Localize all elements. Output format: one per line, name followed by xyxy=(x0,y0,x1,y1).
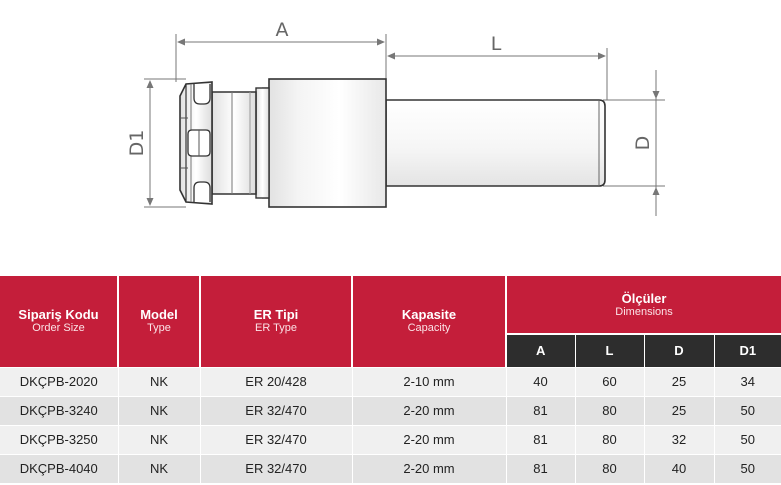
cell-d: 40 xyxy=(644,454,714,483)
dim-l-label: L xyxy=(490,33,502,55)
cell-a: 81 xyxy=(506,425,575,454)
header-dim-d1: D1 xyxy=(714,334,781,367)
dimension-d1 xyxy=(126,79,186,207)
cell-model: NK xyxy=(118,367,200,396)
header-order-code xyxy=(0,276,118,367)
cell-l: 80 xyxy=(575,454,644,483)
dimension-d xyxy=(603,70,665,216)
dim-d1-label: D1 xyxy=(126,129,148,157)
cell-capacity: 2-20 mm xyxy=(352,454,506,483)
cell-d: 32 xyxy=(644,425,714,454)
cell-d1: 50 xyxy=(714,396,781,425)
header-model-sub: Type xyxy=(147,322,171,335)
dim-d-label: D xyxy=(632,135,654,151)
cell-d1: 50 xyxy=(714,425,781,454)
cell-er: ER 32/470 xyxy=(200,454,352,483)
cell-model: NK xyxy=(118,425,200,454)
header-dim-l: L xyxy=(575,334,644,367)
cell-er: ER 32/470 xyxy=(200,425,352,454)
header-order-code-sub: Order Size xyxy=(32,322,85,335)
header-dim-d: D xyxy=(644,334,714,367)
cell-model: NK xyxy=(118,396,200,425)
cell-capacity: 2-10 mm xyxy=(352,367,506,396)
cell-a: 40 xyxy=(506,367,575,396)
table-row xyxy=(0,396,781,425)
header-dimensions-sub: Dimensions xyxy=(615,305,673,318)
specification-table xyxy=(0,276,781,483)
cell-code: DKÇPB-3240 xyxy=(0,396,118,425)
dimension-l xyxy=(387,33,607,100)
cell-d: 25 xyxy=(644,367,714,396)
holder-body xyxy=(256,79,386,207)
table-row xyxy=(0,367,781,396)
header-model-main: Model xyxy=(140,307,178,323)
cell-er: ER 20/428 xyxy=(200,367,352,396)
collet-nut xyxy=(180,82,256,204)
cell-capacity: 2-20 mm xyxy=(352,396,506,425)
header-model xyxy=(118,276,200,367)
header-dimensions xyxy=(506,276,781,334)
cell-l: 80 xyxy=(575,396,644,425)
header-er-type xyxy=(200,276,352,367)
header-dim-a: A xyxy=(506,334,575,367)
cell-model: NK xyxy=(118,454,200,483)
header-capacity xyxy=(352,276,506,367)
cell-a: 81 xyxy=(506,396,575,425)
header-dimensions-main: Ölçüler xyxy=(621,290,667,306)
dim-a-label: A xyxy=(275,19,289,41)
header-er-type-main: ER Tipi xyxy=(253,307,299,323)
header-capacity-sub: Capacity xyxy=(407,322,451,335)
cell-l: 60 xyxy=(575,367,644,396)
header-order-code-main: Sipariş Kodu xyxy=(18,307,99,323)
dimension-a xyxy=(176,19,386,82)
table-row xyxy=(0,454,781,483)
table-row xyxy=(0,425,781,454)
cell-d1: 34 xyxy=(714,367,781,396)
cell-code: DKÇPB-3250 xyxy=(0,425,118,454)
header-er-type-sub: ER Type xyxy=(255,322,297,335)
cell-l: 80 xyxy=(575,425,644,454)
cell-capacity: 2-20 mm xyxy=(352,425,506,454)
cell-d: 25 xyxy=(644,396,714,425)
cell-a: 81 xyxy=(506,454,575,483)
cell-er: ER 32/470 xyxy=(200,396,352,425)
cell-d1: 50 xyxy=(714,454,781,483)
shank xyxy=(386,100,605,186)
header-capacity-main: Kapasite xyxy=(401,307,457,323)
cell-code: DKÇPB-2020 xyxy=(0,367,118,396)
cell-code: DKÇPB-4040 xyxy=(0,454,118,483)
